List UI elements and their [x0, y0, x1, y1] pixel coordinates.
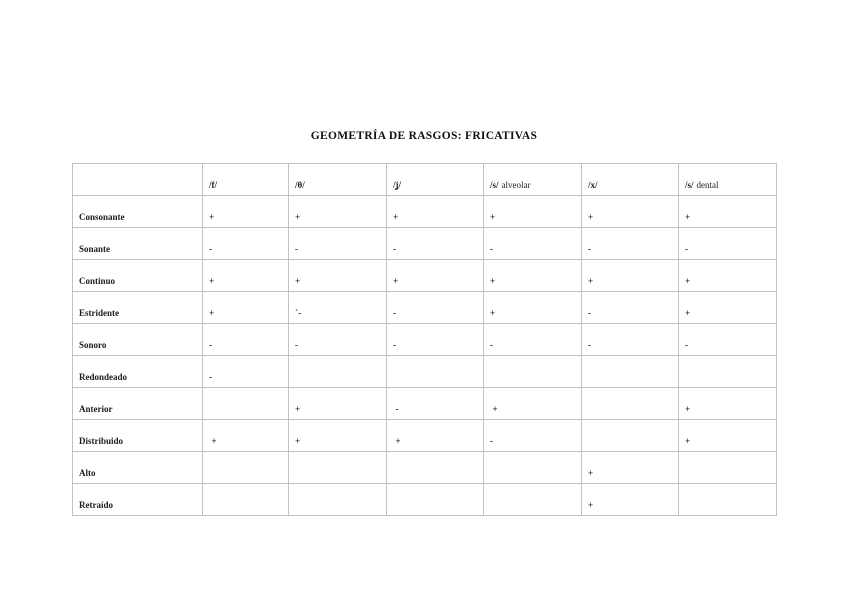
column-header-x	[582, 164, 679, 196]
feature-value-cell	[203, 388, 289, 420]
feature-value-cell: -	[203, 228, 289, 260]
feature-value-cell	[582, 420, 679, 452]
feature-value-cell: -	[387, 292, 484, 324]
row-label: Sonante	[73, 228, 203, 260]
feature-value-cell: +	[484, 388, 582, 420]
phoneme-label: /x/	[588, 180, 598, 190]
table-row-consonante	[73, 196, 777, 228]
feature-value-cell	[484, 452, 582, 484]
column-descriptor: dental	[696, 180, 719, 190]
feature-value-cell: -	[289, 228, 387, 260]
feature-value-cell: -	[582, 292, 679, 324]
feature-value-cell	[387, 484, 484, 516]
table-row-estridente	[73, 292, 777, 324]
table-row-continuo	[73, 260, 777, 292]
corner-cell	[73, 164, 203, 196]
feature-value-cell: -	[203, 356, 289, 388]
phoneme-label: /θ/	[295, 180, 305, 190]
phoneme-label: /s/	[490, 180, 499, 190]
feature-value-cell: +	[203, 292, 289, 324]
feature-value-cell: -	[679, 228, 777, 260]
row-label: Redondeado	[73, 356, 203, 388]
feature-table	[72, 163, 777, 516]
feature-value-cell: -	[582, 324, 679, 356]
feature-value-cell	[679, 452, 777, 484]
feature-value-cell: +	[582, 196, 679, 228]
column-header-f	[203, 164, 289, 196]
feature-value-cell: +	[679, 196, 777, 228]
feature-value-cell: +	[289, 420, 387, 452]
feature-value-cell: +	[289, 260, 387, 292]
table-row-redondeado	[73, 356, 777, 388]
row-label: Continuo	[73, 260, 203, 292]
feature-value-cell: -	[387, 228, 484, 260]
feature-value-cell: +	[387, 196, 484, 228]
feature-value-cell: -	[582, 228, 679, 260]
table-row-alto	[73, 452, 777, 484]
column-descriptor: alveolar	[501, 180, 531, 190]
page-title: GEOMETRÍA DE RASGOS: FRICATIVAS	[310, 130, 538, 142]
feature-value-cell: +	[679, 388, 777, 420]
row-label: Consonante	[73, 196, 203, 228]
feature-value-cell: -	[679, 324, 777, 356]
feature-value-cell: -	[484, 420, 582, 452]
feature-value-cell	[484, 484, 582, 516]
feature-value-cell	[679, 484, 777, 516]
column-header-theta	[289, 164, 387, 196]
feature-value-cell: +	[203, 196, 289, 228]
feature-value-cell: -	[484, 228, 582, 260]
table-row-distribuido	[73, 420, 777, 452]
feature-value-cell	[387, 452, 484, 484]
table-row-sonoro	[73, 324, 777, 356]
feature-value-cell: +	[484, 260, 582, 292]
feature-value-cell: +	[203, 260, 289, 292]
feature-value-cell: -	[203, 324, 289, 356]
row-label: Distribuido	[73, 420, 203, 452]
feature-value-cell: +	[582, 484, 679, 516]
feature-value-cell: ´-	[289, 292, 387, 324]
feature-value-cell	[203, 452, 289, 484]
phoneme-label: /s/	[685, 180, 694, 190]
phoneme-label: /ʝ/	[393, 180, 401, 190]
row-label: Alto	[73, 452, 203, 484]
feature-value-cell: +	[387, 260, 484, 292]
feature-value-cell: +	[203, 420, 289, 452]
feature-value-cell: +	[484, 196, 582, 228]
feature-value-cell	[289, 356, 387, 388]
feature-value-cell	[484, 356, 582, 388]
feature-value-cell: +	[484, 292, 582, 324]
feature-value-cell: +	[289, 196, 387, 228]
header-row	[73, 164, 777, 196]
row-label: Sonoro	[73, 324, 203, 356]
feature-value-cell: +	[582, 260, 679, 292]
feature-value-cell: +	[582, 452, 679, 484]
table-row-sonante	[73, 228, 777, 260]
feature-value-cell: -	[387, 324, 484, 356]
column-header-s-alveolar	[484, 164, 582, 196]
feature-value-cell	[582, 388, 679, 420]
feature-value-cell: -	[289, 324, 387, 356]
feature-value-cell: +	[679, 420, 777, 452]
feature-value-cell: +	[679, 292, 777, 324]
feature-value-cell	[582, 356, 679, 388]
feature-value-cell: -	[387, 388, 484, 420]
phoneme-label: /f/	[209, 180, 217, 190]
feature-value-cell: -	[484, 324, 582, 356]
row-label: Anterior	[73, 388, 203, 420]
table-row-retraido	[73, 484, 777, 516]
feature-value-cell	[289, 484, 387, 516]
feature-value-cell: +	[387, 420, 484, 452]
feature-value-cell	[679, 356, 777, 388]
feature-value-cell: +	[679, 260, 777, 292]
column-header-s-dental	[679, 164, 777, 196]
feature-value-cell	[387, 356, 484, 388]
feature-value-cell	[289, 452, 387, 484]
table-row-anterior	[73, 388, 777, 420]
column-header-palatal	[387, 164, 484, 196]
feature-value-cell	[203, 484, 289, 516]
feature-value-cell: +	[289, 388, 387, 420]
row-label: Estridente	[73, 292, 203, 324]
row-label: Retraído	[73, 484, 203, 516]
